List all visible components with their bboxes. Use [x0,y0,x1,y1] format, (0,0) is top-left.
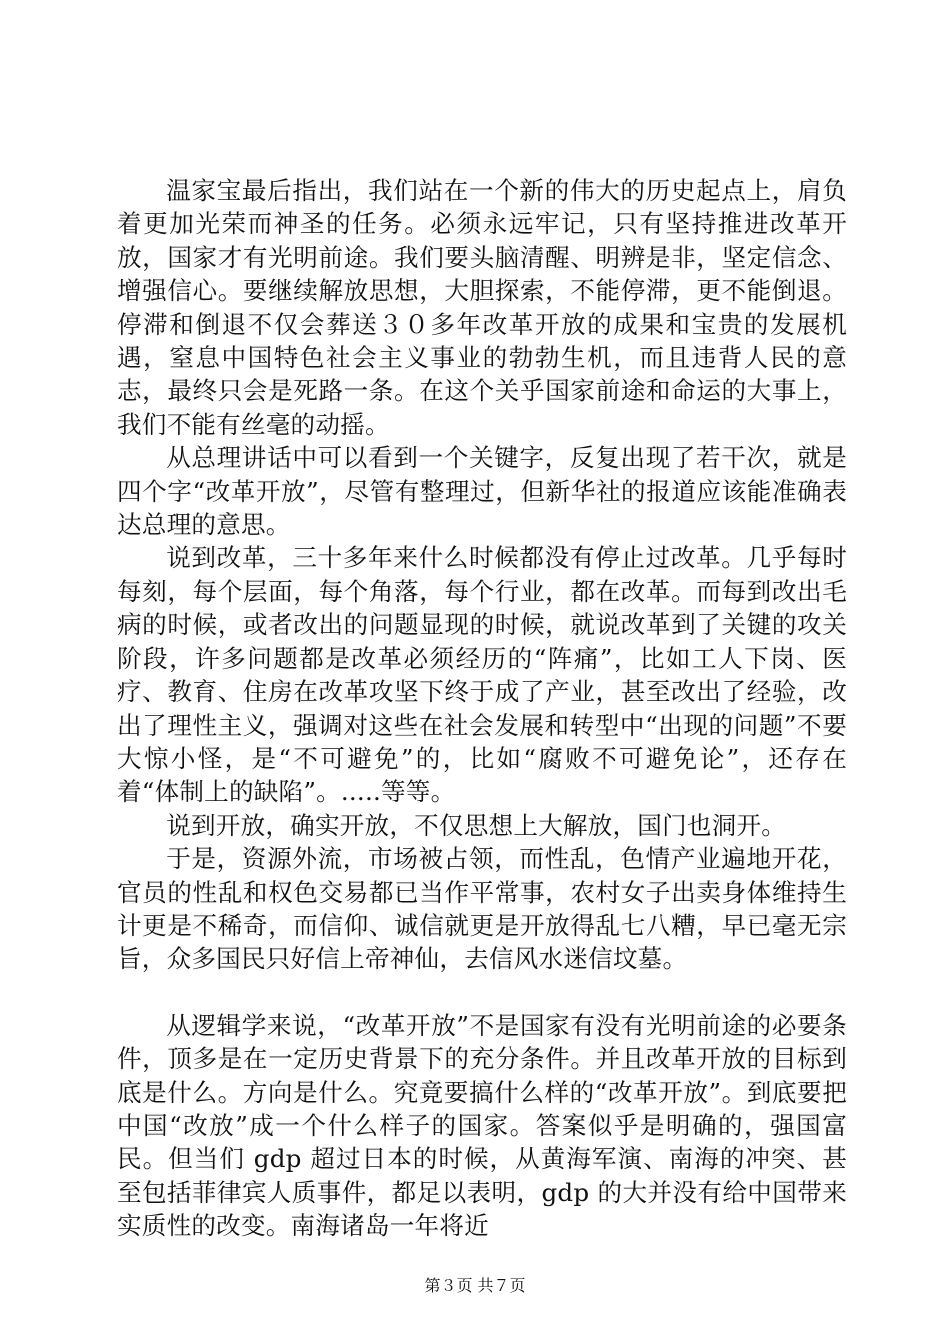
paragraph: 从总理讲话中可以看到一个关键字，反复出现了若干次，就是四个字“改革开放”，尽管有整理过，但新华社的报道应该能准确表达总理的意思。 [117,443,847,540]
paragraph: 于是，资源外流，市场被占领，而性乱，色情产业遍地开花，官员的性乱和权色交易都已当作平常事，农村女子出卖身体维持生计更是不稀奇，而信仰、诚信就更是开放得乱七八糟，早已毫无宗旨，众多国民只好信上帝神仙，去信风水迷信坟墓。 [117,844,847,974]
paragraph: 说到开放，确实开放，不仅思想上大解放，国门也洞开。 [166,810,787,840]
paragraph: 温家宝最后指出，我们站在一个新的伟大的历史起点上，肩负着更加光荣而神圣的任务。必须永远牢记，只有坚持推进改革开放，国家才有光明前途。我们要头脑清醒、明辨是非，坚定信念、增强信心。要继续解放思想，大胆探索，不能停滞，更不能倒退。停滞和倒退不仅会葬送３０多年改革开放的成果和宝贵的发展机遇，窒息中国特色社会主义事业的勃勃生机，而且违背人民的意志，最终只会是死路一条。在这个关乎国家前途和命运的大事上，我们不能有丝毫的动摇。 [117,176,847,439]
paragraph: 从逻辑学来说，“改革开放”不是国家有没有光明前途的必要条件，顶多是在一定历史背景下的充分条件。并且改革开放的目标到底是什么。方向是什么。究竟要搞什么样的“改革开放”。到底要把中国“改放”成一个什么样子的国家。答案似乎是明确的，强国富民。但当们 gdp 超过日本的时候，从黄海军演、南海的冲突、甚至包括菲律宾人质事件，都足以表明，gdp 的大并没有给中国带来实质性的改变。南海诸岛一年将近 [117,1010,847,1241]
page-number-footer: 第３页 共７页 [424,1276,526,1295]
paragraph: 说到改革，三十多年来什么时候都没有停止过改革。几乎每时每刻，每个层面，每个角落，每个行业，都在改革。而每到改出毛病的时候，或者改出的问题显现的时候，就说改革到了关键的攻关阶段，许多问题都是改革必须经历的“阵痛”，比如工人下岗、医疗、教育、住房在改革攻坚下终于成了产业，甚至改出了经验，改出了理性主义，强调对这些在社会发展和转型中“出现的问题”不要大惊小怪，是“不可避免”的，比如“腐败不可避免论”，还存在着“体制上的缺陷”。.....等等。 [117,543,847,807]
document-body [117,174,847,1243]
